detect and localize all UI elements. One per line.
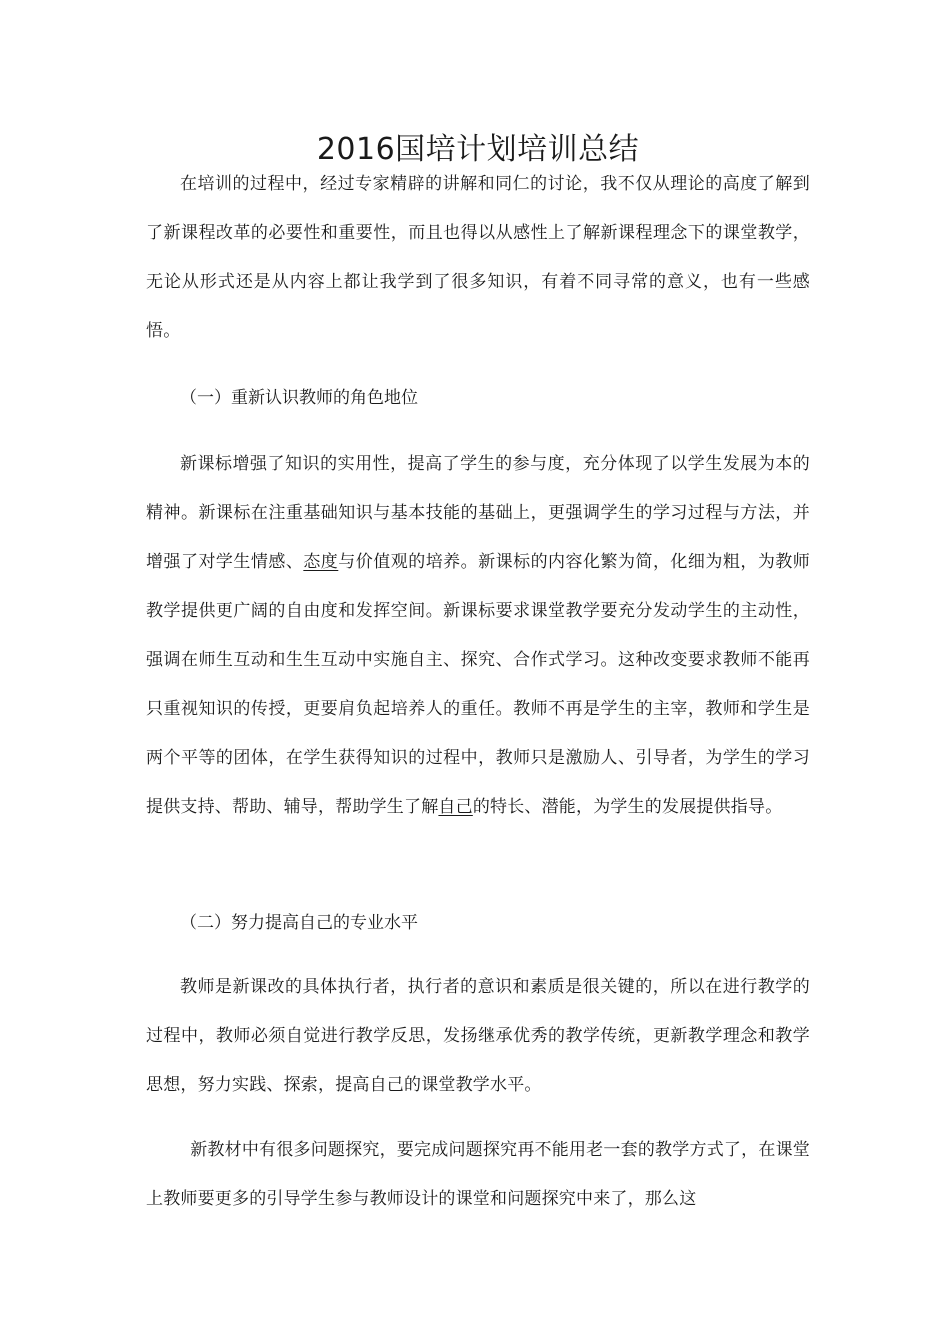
section-1-paragraph [146, 440, 810, 832]
document-title: 2016国培计划培训总结 [316, 132, 640, 167]
section-1-heading: （一）重新认识教师的角色地位 [180, 388, 418, 408]
section-1-text-b: 与价值观的培养。新课标的内容化繁为简，化细为粗，为教师教学提供更广阔的自由度和发挥空间。新课标要求课堂教学要充分发动学生的主动性，强调在师生互动和生生互动中实施自主、探究、合作式学习。这种改变要求教师不能再只重视知识的传授，更要肩负起培养人的重任。教师不再是学生的主宰，教师和学生是两个平等的团体，在学生获得知识的过程中，教师只是激励人、引导者，为学生的学习提供支持、帮助、辅导，帮助学生了解 [146, 552, 810, 817]
section-2-heading: （二）努力提高自己的专业水平 [180, 913, 418, 933]
section-2-paragraph-2: 新教材中有很多问题探究，要完成问题探究再不能用老一套的教学方式了，在课堂上教师要更多的引导学生参与教师设计的课堂和问题探究中来了，那么这 [146, 1140, 810, 1209]
section-2-paragraph: 教师是新课改的具体执行者，执行者的意识和素质是很关键的，所以在进行教学的过程中，教师必须自觉进行教学反思，发扬继承优秀的教学传统，更新教学理念和教学思想，努力实践、探索，提高自己的课堂教学水平。 [146, 977, 810, 1095]
section-1-text-c: 的特长、潜能，为学生的发展提供指导。 [472, 797, 783, 817]
attitude-link[interactable]: 态度 [303, 552, 339, 572]
section-1-text-a: 新课标增强了知识的实用性，提高了学生的参与度，充分体现了以学生发展为本的精神。新课标在注重基础知识与基本技能的基础上，更强调学生的学习过程与方法，并增强了对学生情感、 [146, 454, 810, 572]
self-link[interactable]: 自己 [438, 797, 473, 817]
intro-paragraph: 在培训的过程中，经过专家精辟的讲解和同仁的讨论，我不仅从理论的高度了解到了新课程改革的必要性和重要性，而且也得以从感性上了解新课程理念下的课堂教学，无论从形式还是从内容上都让我学到了很多知识，有着不同寻常的意义，也有一些感悟。 [146, 174, 810, 341]
